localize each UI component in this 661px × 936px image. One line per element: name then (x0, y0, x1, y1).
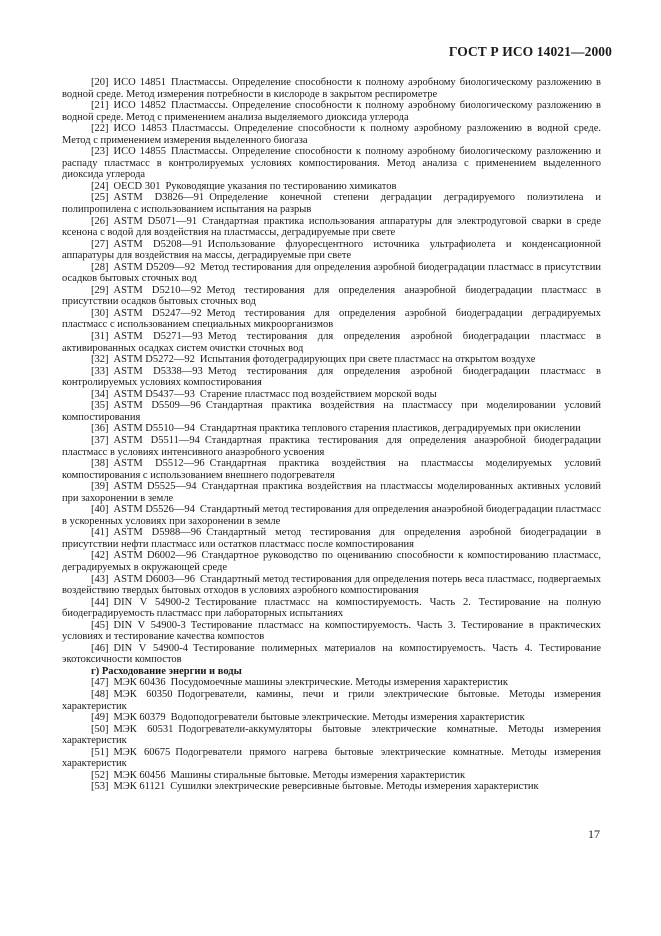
standard-code: ASTM D5511—94 (113, 434, 200, 446)
reference-title: Стандартная практика теплового старения пластиков, деградируемых при окислении (199, 423, 581, 435)
reference-number: [27] (91, 238, 109, 250)
reference-title: Испытания фотодеградирующих при свете пластмасс на открытом воздухе (199, 354, 536, 366)
reference-number: [41] (91, 527, 109, 539)
reference-title: Пластмассы. Определение способности к полному аэробному разложению в водной среде. Метод с применением измерения выделенного биогаза (62, 123, 601, 146)
bibliography-content (62, 77, 601, 793)
reference-entry (62, 458, 601, 481)
reference-entry (62, 400, 601, 423)
reference-number: [29] (91, 284, 109, 296)
reference-entry (62, 481, 601, 504)
reference-title: Стандартная практика использования аппаратуры для электродуговой сварки в среде ксенона с водой для воздействия на пластмассы, деградируемые при свете (62, 215, 601, 239)
reference-title: Использование флуоресцентного источника ультрафиолета и конденсационной аппаратуры для воздействия на массы, деградируемые при свете (62, 238, 601, 262)
reference-entry (62, 239, 601, 262)
reference-number: [40] (91, 504, 109, 516)
reference-number: [31] (91, 331, 109, 343)
reference-number: [33] (91, 365, 109, 377)
reference-number: [35] (91, 400, 109, 412)
standard-code: ASTM D3826—91 (113, 192, 205, 204)
reference-title: Стандартный метод тестирования для определения аэробной биодеградации в присутствии нефти пластмасс или остатков пластмасс после компостирования (62, 527, 601, 550)
reference-entry (62, 597, 601, 620)
reference-title: Подогреватели прямого нагрева бытовые электрические комнатные. Методы измерения характеристик (62, 746, 601, 770)
reference-entry (62, 192, 601, 215)
reference-title: Тестирование пластмасс на компостируемость. Часть 3. Тестирование в практических условиях и тестирование качества компостов (62, 619, 601, 643)
reference-entry (62, 689, 601, 712)
standard-code: ASTM D5338—93 (113, 365, 203, 377)
reference-entry (62, 123, 601, 146)
standard-code: ASTM D5271—93 (113, 331, 203, 343)
reference-number: [50] (91, 723, 109, 735)
reference-entry (62, 620, 601, 643)
reference-title: Стандартная практика тестирования для определения анаэробной биодеградации пластмасс в условиях интенсивного анаэробного усвоения (62, 434, 601, 458)
reference-entry (62, 527, 601, 550)
reference-entry (62, 712, 601, 724)
reference-title: Машины стиральные бытовые. Методы измерения характеристик (170, 769, 466, 781)
reference-entry (62, 781, 601, 793)
references-list (62, 77, 601, 666)
reference-title: Метод тестирования для определения анаэробной биодеградации пластмасс в присутствии осадков бытовых сточных вод (62, 284, 601, 308)
reference-title: Посудомоечные машины электрические. Методы измерения характеристик (170, 677, 508, 689)
standard-code: ИСО 14853 (113, 123, 168, 135)
reference-entry (62, 574, 601, 597)
reference-title: Руководящие указания по тестированию химикатов (165, 180, 397, 192)
standard-code: ИСО 14855 (113, 146, 166, 158)
reference-number: [42] (91, 550, 109, 562)
reference-number: [34] (91, 388, 109, 400)
reference-number: [38] (91, 458, 109, 470)
reference-entry (62, 550, 601, 573)
reference-entry (62, 354, 601, 366)
standard-code: ASTM D5437—93 (113, 388, 195, 400)
reference-number: [26] (91, 215, 109, 227)
reference-number: [36] (91, 423, 109, 435)
reference-entry (62, 747, 601, 770)
reference-title: Метод тестирования для определения аэробной биодеградации деградируемых пластмасс с использованием специальных микроорганизмов (62, 307, 601, 331)
reference-number: [32] (91, 354, 109, 366)
standard-code: ASTM D5526—94 (113, 504, 195, 516)
reference-title: Стандартный метод тестирования для определения анаэробной биодеградации пластмасс в ускоренных условиях при захоронении в земле (62, 504, 601, 527)
reference-title: Стандартная практика воздействия на пластмассы моделируемых условий компостирования с использованием внешнего подогревателя (62, 458, 601, 481)
reference-title: Пластмассы. Определение способности к полному аэробному биологическому разложению в водной среде. Метод с применением анализа выделяемого диоксида углерода (62, 100, 601, 123)
standard-code: ASTM D5208—91 (113, 238, 203, 250)
reference-number: [44] (91, 596, 109, 608)
reference-title: Подогреватели, камины, печи и грили электрические бытовые. Методы измерения характеристик (62, 688, 601, 712)
reference-entry (62, 181, 601, 193)
standard-code: ASTM D5525—94 (113, 481, 197, 493)
standard-code: DIN V 54900-3 (113, 619, 186, 631)
reference-number: [24] (91, 180, 109, 192)
standard-code: ASTM D5510—94 (113, 423, 195, 435)
reference-title: Тестирование полимерных материалов на компостируемость. Часть 4. Тестирование экотоксичности компостов (62, 642, 601, 666)
standard-code: DIN V 54900-2 (113, 596, 191, 608)
standard-code: ASTM D5071—91 (113, 215, 198, 227)
reference-number: [49] (91, 712, 109, 724)
reference-title: Подогреватели-аккумуляторы бытовые электрические комнатные. Методы измерения характеристик (62, 723, 601, 747)
standard-code: МЭК 60350 (113, 688, 173, 700)
reference-entry (62, 677, 601, 689)
reference-entry (62, 423, 601, 435)
standard-code: МЭК 60379 (113, 712, 166, 724)
reference-title: Стандартная практика воздействия на пластмассу при моделировании условий компостирования (62, 400, 601, 423)
reference-number: [53] (91, 781, 109, 793)
standard-code: ASTM D5209—92 (113, 261, 196, 273)
reference-entry (62, 366, 601, 389)
page-number: 17 (588, 827, 600, 841)
reference-number: [48] (91, 688, 109, 700)
reference-title: Метод тестирования для определения аэробной биодеградации пластмасс в контролируемых условиях компостирования (62, 365, 601, 389)
standard-code: МЭК 60436 (113, 677, 166, 689)
reference-entry (62, 331, 601, 354)
reference-number: [39] (91, 481, 109, 493)
standard-code: МЭК 61121 (113, 781, 166, 793)
reference-title: Водоподогреватели бытовые электрические. Методы измерения характеристик (170, 712, 525, 724)
reference-number: [22] (91, 123, 109, 135)
reference-number: [23] (91, 146, 109, 158)
standard-code: МЭК 60456 (113, 769, 166, 781)
reference-entry (62, 308, 601, 331)
reference-title: Метод тестирования для определения аэробной биодеградации пластмасс в присутствии осадков бытовых сточных вод (62, 261, 601, 285)
reference-number: [21] (91, 100, 109, 112)
reference-entry (62, 216, 601, 239)
reference-entry (62, 504, 601, 527)
reference-title: Стандартный метод тестирования для определения потерь веса пластмасс, подвергаемых воздействию твердых бытовых отходов в условиях аэробного компостирования (62, 573, 601, 597)
reference-entry (62, 389, 601, 401)
standard-code: ASTM D5512—96 (113, 458, 205, 470)
standard-code: OECD 301 (113, 180, 161, 192)
reference-title: Стандартное руководство по оцениванию способности к компостированию пластмасс, деградируемых в окружающей среде (62, 550, 601, 573)
standard-code: МЭК 60531 (113, 723, 174, 735)
reference-entry (62, 100, 601, 123)
reference-number: [47] (91, 677, 109, 689)
reference-number: [25] (91, 192, 109, 204)
reference-title: Пластмассы. Определение способности к полному аэробному биологическому разложению и распаду пластмасс в контролируемых условиях компостирования. Метод анализа с применением выделенного диоксида углерода (62, 146, 602, 181)
reference-entry (62, 77, 601, 100)
reference-entry (62, 643, 601, 666)
reference-number: [52] (91, 769, 109, 781)
standard-code: ASTM D5988—96 (113, 527, 202, 539)
standard-code: ASTM D5272—92 (113, 354, 195, 366)
reference-title: Тестирование пластмасс на компостируемость. Часть 2. Тестирование на полную биодеградируемость пластмасс при лабораторных испытаниях (62, 596, 601, 620)
reference-entry (62, 285, 601, 308)
standard-code: ИСО 14851 (113, 77, 167, 88)
reference-entry (62, 435, 601, 458)
standard-code: DIN V 54900-4 (113, 642, 188, 654)
reference-entry (62, 770, 601, 782)
standard-code: ASTM D6002—96 (113, 550, 197, 562)
reference-entry (62, 262, 601, 285)
standard-code: ИСО 14852 (113, 100, 167, 112)
standard-code: ASTM D5247—92 (113, 307, 202, 319)
reference-number: [51] (91, 746, 109, 758)
reference-number: [30] (91, 307, 109, 319)
reference-number: [45] (91, 619, 109, 631)
reference-title: Пластмассы. Определение способности к полному аэробному биологическому разложению в водной среде. Метод измерения потребности в кислороде в закрытом респирометре (62, 77, 601, 100)
reference-title: Сушилки электрические реверсивные бытовые. Методы измерения характеристик (170, 781, 539, 793)
standard-code: МЭК 60675 (113, 746, 171, 758)
reference-number: [43] (91, 573, 109, 585)
reference-title: Метод тестирования для определения аэробной биодеградации пластмасс в активированных осадках систем очистки сточных вод (62, 331, 601, 354)
reference-number: [46] (91, 642, 109, 654)
references-energy-list (62, 677, 601, 792)
reference-number: [28] (91, 261, 109, 273)
reference-title: Старение пластмасс под воздействием морской воды (199, 388, 437, 400)
document-header: ГОСТ Р ИСО 14021—2000 (448, 44, 612, 59)
reference-entry (62, 724, 601, 747)
reference-number: [37] (91, 434, 109, 446)
standard-code: ASTM D6003—96 (113, 573, 196, 585)
reference-entry (62, 146, 601, 181)
section-heading: г) Расходование энергии и воды (91, 665, 242, 677)
reference-title: Стандартная практика воздействия на пластмассы моделированных активных условий при захоронении в земле (62, 481, 601, 504)
standard-code: ASTM D5210—92 (113, 284, 202, 296)
reference-title: Определение конечной степени деградации деградируемого полиэтилена и полипропилена с использованием испытания на разрыв (62, 192, 601, 216)
reference-number: [20] (91, 77, 109, 88)
standard-code: ASTM D5509—96 (113, 400, 201, 412)
